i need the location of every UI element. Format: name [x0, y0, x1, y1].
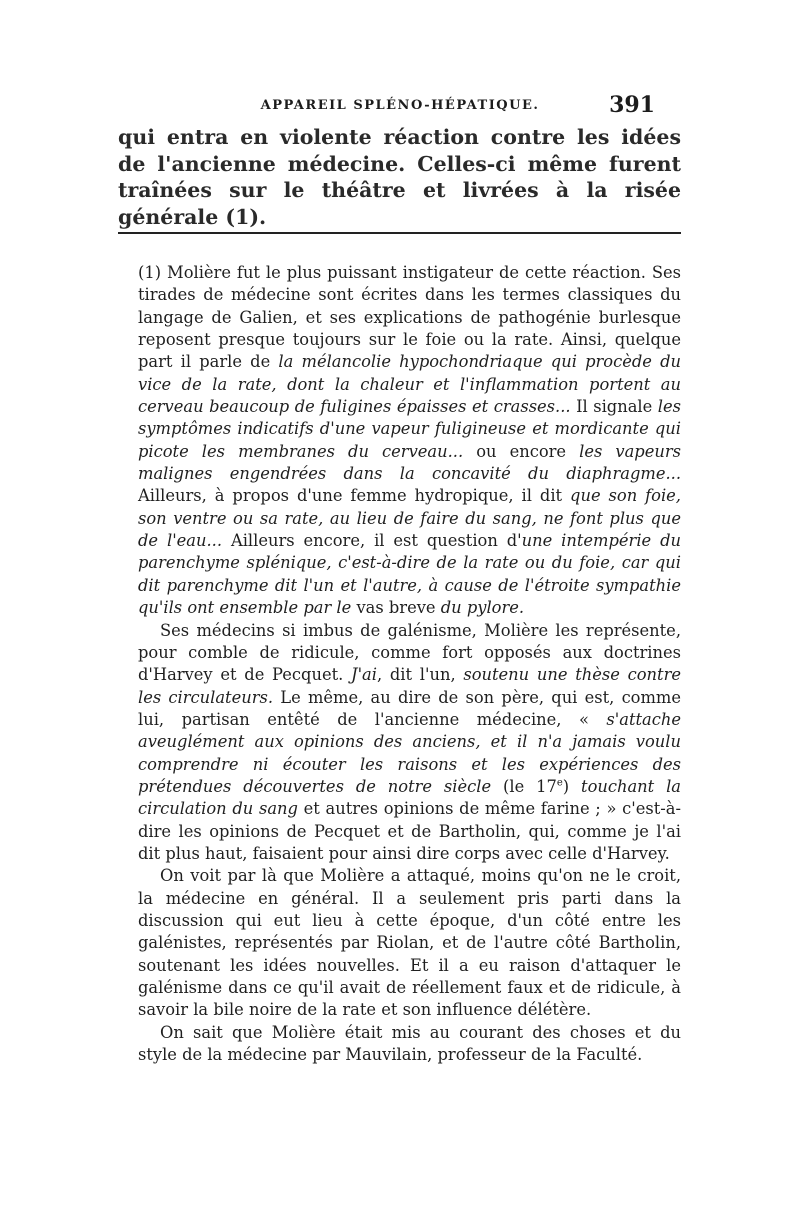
italic-segment: s'attache aveuglément aux opinions des anciens, et il n'a jamais voulu comprendre ni écouter les raisons et les expériences des prétendues découvertes de notre siècle [138, 709, 681, 796]
footnote-rule [118, 232, 681, 234]
italic-segment: soutenu une thèse contre les circulateurs. [138, 665, 681, 707]
running-title: APPAREIL SPLÉNO-HÉPATIQUE. [260, 98, 540, 113]
text-segment: Ailleurs, à propos d'une femme hydropique, il dit [138, 486, 571, 506]
running-head [145, 92, 655, 118]
italic-segment: touchant la circulation du sang [138, 776, 682, 819]
italic-segment: la mélancolie hypochondriaque qui procède du vice de la rate, dont la chaleur et l'inflammation portent au cerveau beaucoup de fuligines épaisses et crasses... [138, 352, 681, 417]
footnote-paragraph-1 [138, 262, 681, 620]
footnote-paragraph-2 [138, 620, 681, 866]
text-segment: vas breve [351, 598, 441, 618]
text-segment: e [556, 777, 563, 789]
footnote [138, 262, 681, 1066]
main-text: qui entra en violente réaction contre les idées de l'ancienne médecine. Celles-ci même furent traînées sur le théâtre et livrées à la risée générale (1). [118, 125, 681, 229]
footnote-paragraph-3 [138, 865, 681, 1021]
italic-segment: une intempérie du parenchyme splénique, c'est-à-dire de la rate ou du foie, car qui dit parenchyme dit l'un et l'autre, à cause de l'étroite sympathie qu'ils ont ensemble par le [138, 531, 681, 618]
text-segment: ou encore [463, 441, 580, 461]
italic-segment: les symptômes indicatifs d'une vapeur fuligineuse et mordicante qui picote les membranes du cerveau... [138, 397, 681, 461]
italic-segment: du pylore. [440, 598, 525, 618]
page-number: 391 [609, 92, 655, 118]
italic-segment: J'ai [351, 665, 377, 685]
text-segment: , dit l'un, [376, 665, 464, 685]
text-segment: Le même, au dire de son père, qui est, comme lui, partisan entêté de l'ancienne médecine, « [138, 687, 682, 729]
text-segment: et autres opinions de même farine ; » c'est-à-dire les opinions de Pecquet et de Bartholin, qui, comme je l'ai dit plus haut, faisaient pour ainsi dire corps avec celle d'Harvey. [138, 799, 681, 863]
text-segment: (le 17 [491, 776, 557, 796]
italic-segment: les vapeurs malignes engendrées dans la concavité du diaphragme... [138, 441, 681, 484]
text-segment: Ailleurs encore, il est question d' [222, 531, 522, 551]
text-segment: Il signale [570, 397, 658, 417]
text-segment: ) [562, 776, 582, 796]
italic-segment: que son foie, son ventre ou sa rate, au lieu de faire du sang, ne font plus que de l'eau... [138, 486, 681, 551]
footnote-paragraph-4 [138, 1022, 681, 1067]
text-segment: On sait que Molière était mis au courant des choses et du style de la médecine par Mauvilain, professeur de la Faculté. [138, 1022, 681, 1065]
text-segment: On voit par là que Molière a attaqué, moins qu'on ne le croit, la médecine en général. Il a seulement pris parti dans la discussion qui eut lieu à cette époque, d'un côté entre les galénistes, représentés par Riolan, et de l'autre côté Bartholin, soutenant les idées nouvelles. Et il a eu raison d'attaquer le galénisme dans ce qu'il avait de réellement faux et de ridicule, à savoir la bile noire de la rate et son influence délétère. [138, 866, 681, 1020]
text-segment: (1) Molière fut le plus puissant instigateur de cette réaction. Ses tirades de médecine sont écrites dans les termes classiques du langage de Galien, et ses explications de pathogénie burlesque reposent presque toujours sur le foie ou la rate. Ainsi, quelque part il parle de [138, 263, 681, 372]
text-segment: Ses médecins si imbus de galénisme, Molière les représente, pour comble de ridicule, comme fort opposés aux doctrines d'Harvey et de Pecquet. [138, 620, 681, 685]
